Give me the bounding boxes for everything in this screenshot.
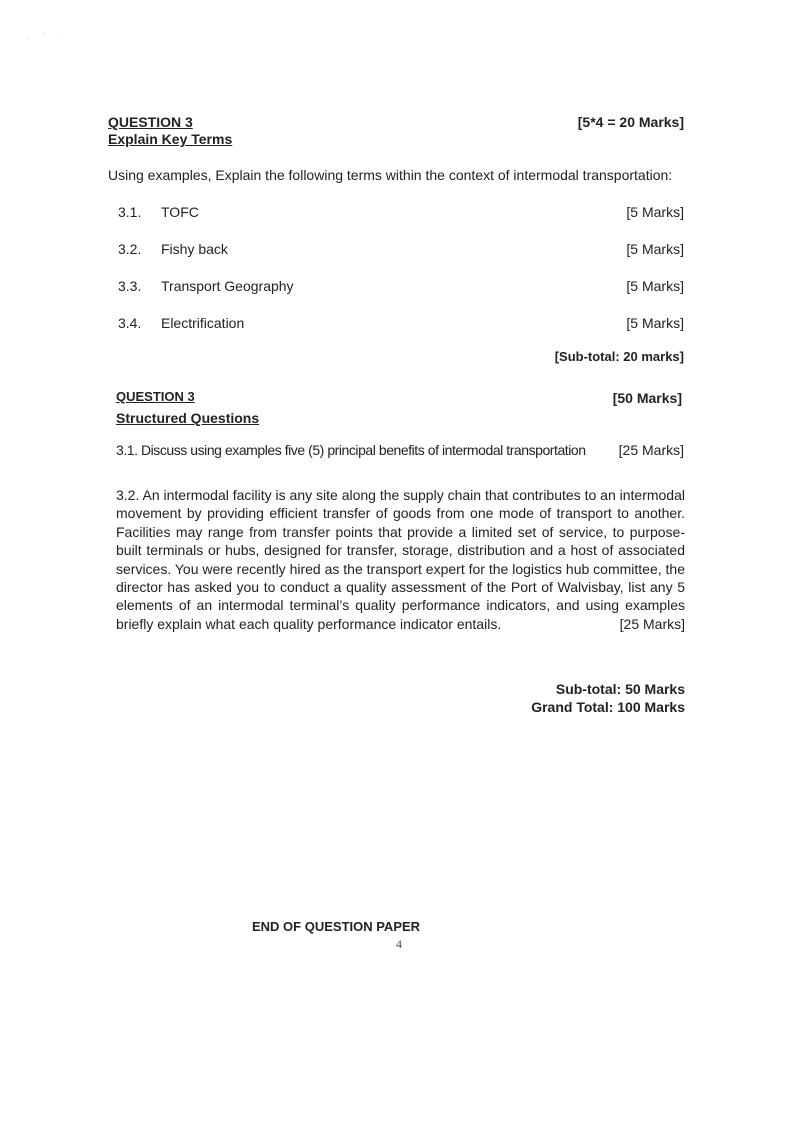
section-b-heading: QUESTION 3 (116, 389, 195, 404)
structured-question-2-text: 3.2. An intermodal facility is any site along the supply chain that contributes to an intermodal movement by providing efficient transfer of goods from one mode of transport to another. Facilities may range from transfer points that provide a limited set of service, to purpose-built terminals or hubs, designed for transfer, storage, distribution and a host of associated services. You were recently hired as the transport expert for the logistics hub committee, the director has asked you to conduct a quality assessment of the Port of Walvisbay, list any 5 elements of an intermodal terminal’s quality performance indicators, and using examples briefly explain what each quality performance indicator entails. (116, 487, 685, 632)
item-term: Transport Geography (161, 278, 294, 294)
item-number: 3.3. (118, 278, 142, 294)
item-term: TOFC (161, 204, 199, 220)
structured-question-1-marks: [25 Marks] (618, 442, 684, 458)
item-number: 3.4. (118, 315, 142, 331)
section-a-heading: QUESTION 3 (108, 114, 193, 130)
scan-specks: , ' . (28, 34, 66, 40)
item-number: 3.2. (118, 241, 142, 257)
section-a-instruction: Using examples, Explain the following terms within the context of intermodal transportation: (108, 167, 673, 183)
end-of-paper: END OF QUESTION PAPER (252, 919, 421, 934)
section-a-subheading: Explain Key Terms (108, 131, 233, 147)
item-marks: [5 Marks] (626, 278, 684, 294)
section-a-subtotal: [Sub-total: 20 marks] (554, 349, 684, 364)
structured-question-1: 3.1. Discuss using examples five (5) principal benefits of intermodal transportation (116, 442, 586, 458)
item-term: Electrification (161, 315, 245, 331)
structured-question-2 (116, 486, 685, 633)
page-number: 4 (396, 937, 402, 951)
grand-total: Grand Total: 100 Marks (531, 699, 685, 715)
item-marks: [5 Marks] (626, 241, 684, 257)
item-marks: [5 Marks] (626, 315, 684, 331)
item-term: Fishy back (161, 241, 228, 257)
item-marks: [5 Marks] (626, 204, 684, 220)
section-b-subheading: Structured Questions (116, 410, 260, 426)
section-b-marks: [50 Marks] (612, 390, 682, 406)
section-a-marks: [5*4 = 20 Marks] (577, 114, 684, 130)
item-number: 3.1. (118, 204, 142, 220)
section-b-subtotal: Sub-total: 50 Marks (555, 681, 685, 697)
structured-question-2-marks: [25 Marks] (619, 615, 685, 632)
